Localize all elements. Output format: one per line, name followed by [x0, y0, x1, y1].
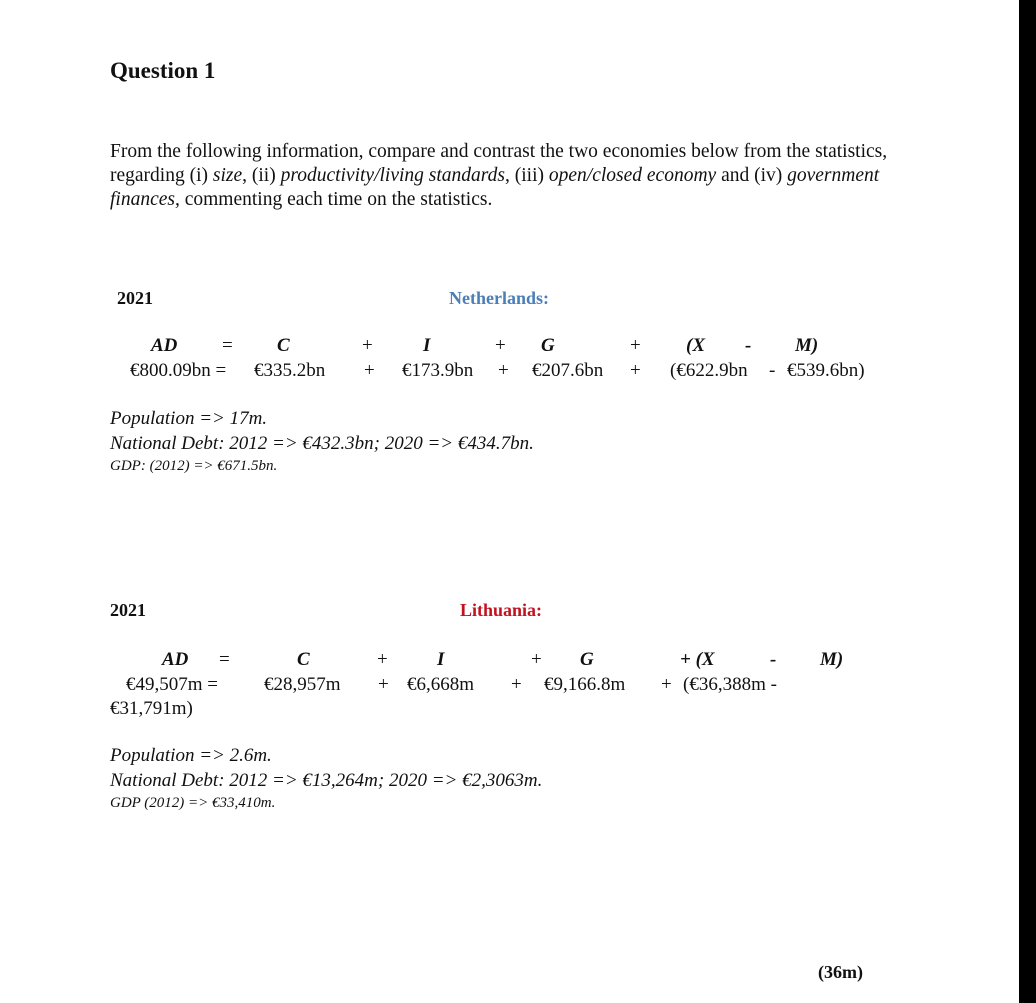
lt-value-x: (€36,388m -	[683, 674, 777, 695]
lt-value-i: €6,668m	[407, 674, 475, 695]
lt-label-m: M)	[820, 649, 844, 670]
lt-label-i: I	[437, 649, 445, 670]
lt-value-c: €28,957m	[264, 674, 341, 695]
nl-value-m: €539.6bn)	[787, 360, 865, 381]
nl-value-c: €335.2bn	[254, 360, 326, 381]
nl-value-plus1: +	[364, 360, 375, 381]
nl-label-c: C	[277, 335, 290, 356]
lt-value-plus1: +	[378, 674, 389, 695]
nl-gdp: GDP: (2012) => €671.5bn.	[110, 458, 278, 474]
nl-value-minus: -	[769, 360, 776, 381]
nl-label-eq: =	[222, 335, 233, 356]
lt-country-name: Lithuania:	[460, 600, 543, 620]
nl-year: 2021	[117, 288, 153, 308]
nl-country-name: Netherlands:	[449, 288, 549, 308]
nl-value-x: (€622.9bn	[670, 360, 748, 381]
nl-label-plus2: +	[495, 335, 506, 356]
lt-year: 2021	[110, 600, 146, 620]
nl-label-g: G	[541, 335, 555, 356]
nl-label-plus3: +	[630, 335, 641, 356]
lt-value-m: €31,791m)	[110, 698, 193, 719]
nl-value-plus3: +	[630, 360, 641, 381]
lt-value-plus2: +	[511, 674, 522, 695]
lt-label-g: G	[580, 649, 594, 670]
nl-label-ad: AD	[151, 335, 178, 356]
total-marks: (36m)	[818, 962, 863, 982]
lt-label-plus3-x: + (X	[680, 649, 715, 670]
lt-label-c: C	[297, 649, 310, 670]
lt-label-eq: =	[219, 649, 230, 670]
lt-label-plus2: +	[531, 649, 542, 670]
nl-national-debt: National Debt: 2012 => €432.3bn; 2020 => €434.7bn.	[110, 433, 534, 454]
nl-value-plus2: +	[498, 360, 509, 381]
nl-label-minus: -	[745, 335, 752, 356]
lt-value-ad: €49,507m =	[126, 674, 218, 695]
lt-population: Population => 2.6m.	[110, 745, 272, 766]
question-title: Question 1	[110, 58, 216, 83]
lt-national-debt: National Debt: 2012 => €13,264m; 2020 => €2,3063m.	[110, 770, 543, 791]
lt-label-ad: AD	[162, 649, 189, 670]
nl-value-g: €207.6bn	[532, 360, 604, 381]
lt-value-plus3: +	[661, 674, 672, 695]
nl-value-i: €173.9bn	[402, 360, 474, 381]
lt-label-minus: -	[770, 649, 777, 670]
nl-value-ad: €800.09bn =	[130, 360, 227, 381]
nl-label-x: (X	[686, 335, 705, 356]
lt-gdp: GDP (2012) => €33,410m.	[110, 795, 276, 811]
nl-label-i: I	[423, 335, 431, 356]
nl-label-m: M)	[795, 335, 819, 356]
page-edge-bar	[1019, 0, 1036, 1003]
question-intro: From the following information, compare and contrast the two economies below from the statistics, regarding (i) size, (ii) productivity/living standards, (iii) open/closed economy and (iv) government finances, commenting each time on the statistics.	[110, 141, 888, 210]
nl-label-plus1: +	[362, 335, 373, 356]
lt-label-plus1: +	[377, 649, 388, 670]
lt-value-g: €9,166.8m	[544, 674, 626, 695]
nl-population: Population => 17m.	[110, 408, 268, 429]
